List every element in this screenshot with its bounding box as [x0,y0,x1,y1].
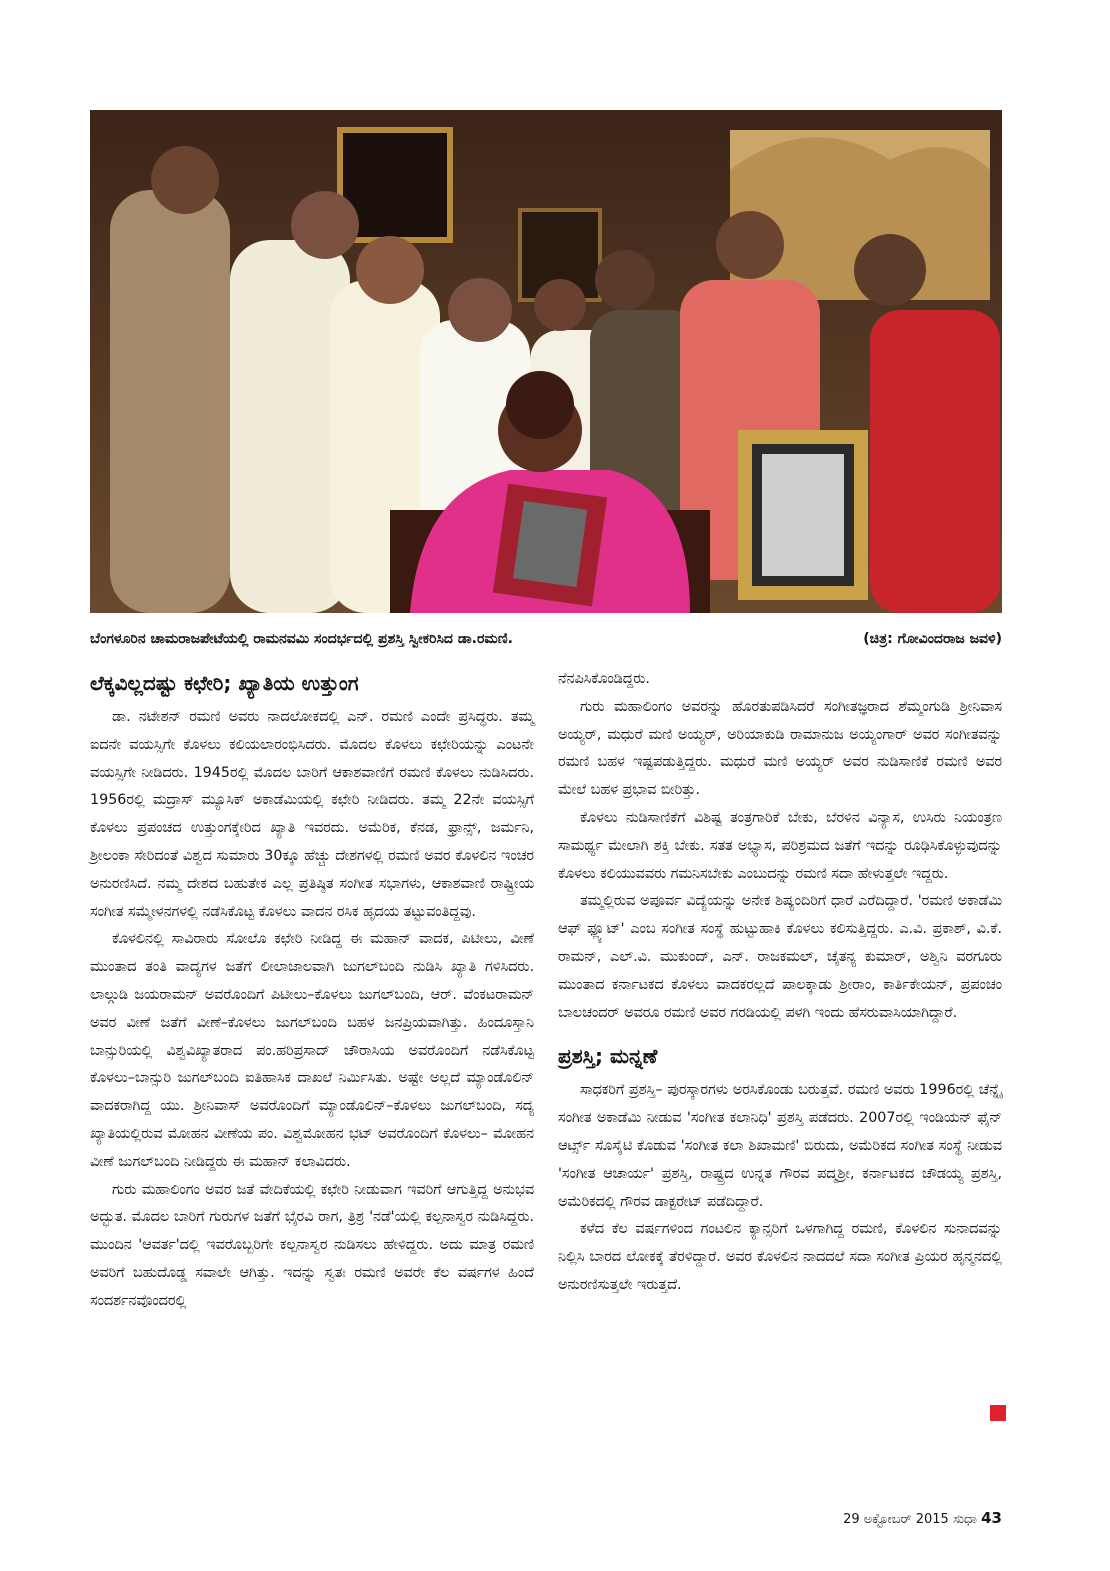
award-ceremony-photo [90,110,1002,613]
paragraph: ಕೊಳಲಿನಲ್ಲಿ ಸಾವಿರಾರು ಸೋಲೊ ಕಛೇರಿ ನೀಡಿದ್ದ ಈ ಮಹಾನ್ ವಾದಕ, ಪಿಟೀಲು, ವೀಣೆ ಮುಂತಾದ ತಂತಿ ವಾದ್ಯಗಳ ಜತೆಗೆ ಲೀಲಾಜಾಲವಾಗಿ ಜುಗಲ್‌ಬಂದಿ ನುಡಿಸಿ ಖ್ಯಾತಿ ಗಳಿಸಿದರು. ಲಾಲ್ಗುಡಿ ಜಯರಾಮನ್ ಅವರೊಂದಿಗೆ ಪಿಟೀಲು–ಕೊಳಲು ಜುಗಲ್‌ಬಂದಿ, ಆರ್. ವೆಂಕಟರಾಮನ್ ಅವರ ವೀಣೆ ಜತೆಗೆ ವೀಣೆ–ಕೊಳಲು ಜುಗಲ್‌ಬಂದಿ ಬಹಳ ಜನಪ್ರಿಯವಾಗಿತ್ತು. ಹಿಂದೂಸ್ತಾನಿ ಬಾನ್ಸುರಿಯಲ್ಲಿ ವಿಶ್ವವಿಖ್ಯಾತರಾದ ಪಂ.ಹರಿಪ್ರಸಾದ್ ಚೌರಾಸಿಯ ಅವರೊಂದಿಗೆ ನಡೆಸಿಕೊಟ್ಟ ಕೊಳಲು–ಬಾನ್ಸುರಿ ಜುಗಲ್‌ಬಂದಿ ಐತಿಹಾಸಿಕ ದಾಖಲೆ ನಿರ್ಮಿಸಿತು. ಅಷ್ಟೇ ಅಲ್ಲದೆ ಮ್ಯಾಂಡೊಲಿನ್ ವಾದಕರಾಗಿದ್ದ ಯು. ಶ್ರೀನಿವಾಸ್ ಅವರೊಂದಿಗೆ ಮ್ಯಾಂಡೊಲಿನ್–ಕೊಳಲು ಜುಗಲ್‌ಬಂದಿ, ಸದ್ಯ ಖ್ಯಾತಿಯಲ್ಲಿರುವ ಮೋಹನ ವೀಣೆಯ ಪಂ. ವಿಶ್ವಮೋಹನ ಭಟ್ ಅವರೊಂದಿಗೆ ಕೊಳಲು– ಮೋಹನ ವೀಣೆ ಜುಗಲ್‌ಬಂದಿ ನೀಡಿದ್ದರು ಈ ಮಹಾನ್ ಕಲಾವಿದರು. [90,931,534,1170]
right-column [558,666,1002,1300]
photo-caption [90,628,1002,650]
photo-illustration [90,110,1002,613]
paragraph: ಗುರು ಮಹಾಲಿಂಗಂ ಅವರನ್ನು ಹೊರತುಪಡಿಸಿದರೆ ಸಂಗೀತಜ್ಞರಾದ ಶೆಮ್ಮಂಗುಡಿ ಶ್ರೀನಿವಾಸ ಅಯ್ಯರ್, ಮಧುರೆ ಮಣಿ ಅಯ್ಯರ್, ಅರಿಯಾಕುಡಿ ರಾಮಾನುಜ ಅಯ್ಯಂಗಾರ್ ಅವರ ಸಂಗೀತವನ್ನು ರಮಣಿ ಬಹಳ ಇಷ್ಟಪಡುತ್ತಿದ್ದರು. ಮಧುರೆ ಮಣಿ ಅಯ್ಯರ್ ಅವರ ನುಡಿಸಾಣಿಕೆ ರಮಣಿ ಅವರ ಮೇಲೆ ಬಹಳ ಪ್ರಭಾವ ಬೀರಿತ್ತು. [558,698,1002,799]
paragraph: ಕಳೆದ ಕೆಲ ವರ್ಷಗಳಿಂದ ಗಂಟಲಿನ ಕ್ಯಾನ್ಸರಿಗೆ ಒಳಗಾಗಿದ್ದ ರಮಣಿ, ಕೊಳಲಿನ ಸುನಾದವನ್ನು ನಿಲ್ಲಿಸಿ ಬಾರದ ಲೋಕಕ್ಕೆ ತೆರಳಿದ್ದಾರೆ. ಅವರ ಕೊಳಲಿನ ನಾದದಲೆ ಸದಾ ಸಂಗೀತ ಪ್ರಿಯರ ಹೃನ್ಮನದಲ್ಲಿ ಅನುರಣಿಸುತ್ತಲೇ ಇರುತ್ತದೆ. [558,1221,1002,1293]
magazine-name: ಸುಧಾ [952,1512,977,1527]
paragraph: ಗುರು ಮಹಾಲಿಂಗಂ ಅವರ ಜತೆ ವೇದಿಕೆಯಲ್ಲಿ ಕಛೇರಿ ನೀಡುವಾಗ ಇವರಿಗೆ ಆಗುತ್ತಿದ್ದ ಅನುಭವ ಅದ್ಭುತ. ಮೊದಲ ಬಾರಿಗೆ ಗುರುಗಳ ಜತೆಗೆ ಭೈರವಿ ರಾಗ, ತ್ರಿಶ್ರ 'ನಡೆ'ಯಲ್ಲಿ ಕಲ್ಪನಾಸ್ವರ ನುಡಿಸಿದ್ದರು. ಮುಂದಿನ 'ಆವರ್ತ'ದಲ್ಲಿ ಇವರೊಬ್ಬರಿಗೇ ಕಲ್ಪನಾಸ್ವರ ನುಡಿಸಲು ಹೇಳಿದ್ದರು. ಅದು ಮಾತ್ರ ರಮಣಿ ಅವರಿಗೆ ಬಹುದೊಡ್ಡ ಸವಾಲೇ ಆಗಿತ್ತು. ಇದನ್ನು ಸ್ವತಃ ರಮಣಿ ಅವರೇ ಕೆಲ ವರ್ಷಗಳ ಹಿಂದೆ ಸಂದರ್ಶನವೊಂದರಲ್ಲಿ [90,1181,534,1309]
photo-credit: (ಚಿತ್ರ: ಗೋವಿಂದರಾಜ ಜವಳಿ) [863,631,1002,647]
paragraph: ತಮ್ಮಲ್ಲಿರುವ ಅಪೂರ್ವ ವಿದ್ಯೆಯನ್ನು ಅನೇಕ ಶಿಷ್ಯಂದಿರಿಗೆ ಧಾರೆ ಎರೆದಿದ್ದಾರೆ. 'ರಮಣಿ ಅಕಾಡೆಮಿ ಆಫ್ ಫ್ಲ್ಯೂಟ್' ಎಂಬ ಸಂಗೀತ ಸಂಸ್ಥೆ ಹುಟ್ಟುಹಾಕಿ ಕೊಳಲು ಕಲಿಸುತ್ತಿದ್ದರು. ಎ.ವಿ. ಪ್ರಕಾಶ್, ವಿ.ಕೆ. ರಾಮನ್, ಎಲ್.ವಿ. ಮುಕುಂದ್, ಎನ್. ರಾಜಕಮಲ್, ಚೈತನ್ಯ ಕುಮಾರ್, ಅಶ್ವಿನಿ ವರಗೂರು ಮುಂತಾದ ಕರ್ನಾಟಕದ ಕೊಳಲು ವಾದಕರಲ್ಲದೆ ಪಾಲಕ್ಕಾಡು ಶ್ರೀರಾಂ, ಕಾರ್ತಿಕೇಯನ್, ಪ್ರಪಂಚಂ ಬಾಲಚಂದರ್ ಅವರೂ ರಮಣಿ ಅವರ ಗರಡಿಯಲ್ಲಿ ಪಳಗಿ ಇಂದು ಹೆಸರುವಾಸಿಯಾಗಿದ್ದಾರೆ. [558,893,1002,1021]
caption-text: ಬೆಂಗಳೂರಿನ ಚಾಮರಾಜಪೇಟೆಯಲ್ಲಿ ರಾಮನವಮಿ ಸಂದರ್ಭದಲ್ಲಿ ಪ್ರಶಸ್ತಿ ಸ್ವೀಕರಿಸಿದ ಡಾ.ರಮಣಿ. [90,631,513,647]
section-heading: ಲೆಕ್ಕವಿಲ್ಲದಷ್ಟು ಕಛೇರಿ; ಖ್ಯಾತಿಯ ಉತ್ತುಂಗ [90,671,359,695]
page-footer [843,1508,1002,1530]
issue-date: 29 ಅಕ್ಟೋಬರ್ 2015 [843,1512,949,1527]
section-heading: ಪ್ರಶಸ್ತಿ; ಮನ್ನಣೆ [558,1044,658,1069]
paragraph: ಸಾಧಕರಿಗೆ ಪ್ರಶಸ್ತಿ– ಪುರಸ್ಕಾರಗಳು ಅರಸಿಕೊಂಡು ಬರುತ್ತವೆ. ರಮಣಿ ಅವರು 1996ರಲ್ಲಿ ಚೆನ್ನೈ ಸಂಗೀತ ಅಕಾಡೆಮಿ ನೀಡುವ 'ಸಂಗೀತ ಕಲಾನಿಧಿ' ಪ್ರಶಸ್ತಿ ಪಡೆದರು. 2007ರಲ್ಲಿ ಇಂಡಿಯನ್ ಫೈನ್ ಆರ್ಟ್ಸ್ ಸೊಸೈಟಿ ಕೊಡುವ 'ಸಂಗೀತ ಕಲಾ ಶಿಖಾಮಣಿ' ಬಿರುದು, ಅಮೆರಿಕದ ಸಂಗೀತ ಸಂಸ್ಥೆ ನೀಡುವ 'ಸಂಗೀತ ಆಚಾರ್ಯ' ಪ್ರಶಸ್ತಿ, ರಾಷ್ಟ್ರದ ಉನ್ನತ ಗೌರವ ಪದ್ಮಶ್ರೀ, ಕರ್ನಾಟಕದ ಚೌಡಯ್ಯ ಪ್ರಶಸ್ತಿ, ಅಮೆರಿಕದಲ್ಲಿ ಗೌರವ ಡಾಕ್ಟರೇಟ್ ಪಡೆದಿದ್ದಾರೆ. [558,1082,1002,1210]
end-of-article-icon [990,1405,1006,1421]
paragraph: ಡಾ. ನಟೇಶನ್ ರಮಣಿ ಅವರು ನಾದಲೋಕದಲ್ಲಿ ಎನ್. ರಮಣಿ ಎಂದೇ ಪ್ರಸಿದ್ಧರು. ತಮ್ಮ ಐದನೇ ವಯಸ್ಸಿಗೇ ಕೊಳಲು ಕಲಿಯಲಾರಂಭಿಸಿದರು. ಮೊದಲ ಕೊಳಲು ಕಛೇರಿಯನ್ನು ಎಂಟನೇ ವಯಸ್ಸಿಗೇ ನೀಡಿದರು. 1945ರಲ್ಲಿ ಮೊದಲ ಬಾರಿಗೆ ಆಕಾಶವಾಣಿಗೆ ರಮಣಿ ಕೊಳಲು ನುಡಿಸಿದರು. 1956ರಲ್ಲಿ ಮದ್ರಾಸ್ ಮ್ಯೂಸಿಕ್ ಅಕಾಡೆಮಿಯಲ್ಲಿ ಕಛೇರಿ ನೀಡಿದರು. ತಮ್ಮ 22ನೇ ವಯಸ್ಸಿಗೆ ಕೊಳಲು ಪ್ರಪಂಚದ ಉತ್ತುಂಗಕ್ಕೇರಿದ ಖ್ಯಾತಿ ಇವರದು. ಅಮೆರಿಕ, ಕೆನಡ, ಫ್ರಾನ್ಸ್, ಜರ್ಮನಿ, ಶ್ರೀಲಂಕಾ ಸೇರಿದಂತೆ ವಿಶ್ವದ ಸುಮಾರು 30ಕ್ಕೂ ಹೆಚ್ಚು ದೇಶಗಳಲ್ಲಿ ರಮಣಿ ಅವರ ಕೊಳಲಿನ ಇಂಚರ ಅನುರಣಿಸಿದೆ. ನಮ್ಮ ದೇಶದ ಬಹುತೇಕ ಎಲ್ಲ ಪ್ರತಿಷ್ಠಿತ ಸಂಗೀತ ಸಭಾಗಳು, ಆಕಾಶವಾಣಿ ರಾಷ್ಟ್ರೀಯ ಸಂಗೀತ ಸಮ್ಮೇಳನಗಳಲ್ಲಿ ನಡೆಸಿಕೊಟ್ಟ ಕೊಳಲು ವಾದನ ರಸಿಕ ಹೃದಯ ತಟ್ಟುವಂತಿದ್ದವು. [90,709,534,920]
paragraph: ನೆನಪಿಸಿಕೊಂಡಿದ್ದರು. [558,671,650,687]
page-number: 43 [981,1509,1002,1527]
left-column [90,666,534,1316]
paragraph: ಕೊಳಲು ನುಡಿಸಾಣಿಕೆಗೆ ವಿಶಿಷ್ಟ ತಂತ್ರಗಾರಿಕೆ ಬೇಕು, ಬೆರಳಿನ ವಿನ್ಯಾಸ, ಉಸಿರು ನಿಯಂತ್ರಣ ಸಾಮರ್ಥ್ಯ ಮೇಲಾಗಿ ಶಕ್ತಿ ಬೇಕು. ಸತತ ಅಭ್ಯಾಸ, ಪರಿಶ್ರಮದ ಜತೆಗೆ ಇದನ್ನು ರೂಢಿಸಿಕೊಳ್ಳುವುದನ್ನು ಕೊಳಲು ಕಲಿಯುವವರು ಗಮನಿಸಬೇಕು ಎಂಬುದನ್ನು ರಮಣಿ ಸದಾ ಹೇಳುತ್ತಲೇ ಇದ್ದರು. [558,809,1002,882]
